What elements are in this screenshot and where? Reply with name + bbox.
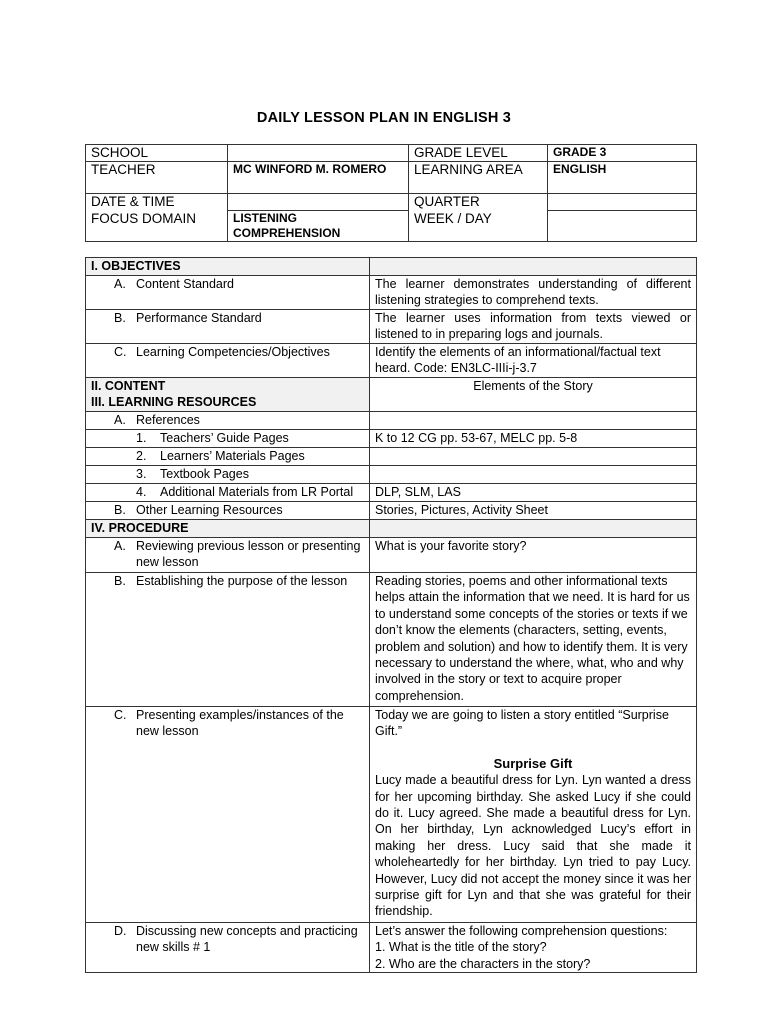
content-standard-label: A. Content Standard [86,276,370,310]
references-label: A. References [86,412,370,430]
additional-materials-label: 4. Additional Materials from LR Portal [86,484,370,502]
reviewing-lesson-label: A. Reviewing previous lesson or presenting new lesson [86,538,370,573]
establishing-purpose-value: Reading stories, poems and other informational texts helps attain the information that we need. It is hard for us to understand some concepts of the stories or texts if we don’t know the elements (characters, setting, events, problem and solution) and how to identify them. It is very necessary to understand the where, what, who and why involved in the story or text to acquire proper comprehension. [370,573,697,707]
presenting-examples-label: C. Presenting examples/instances of the new lesson [86,707,370,923]
procedure-heading: IV. PROCEDURE [86,520,370,538]
focus-domain-value: LISTENING COMPREHENSION [228,211,409,242]
date-time-label: DATE & TIME [86,194,228,211]
content-heading: II. CONTENT [91,379,166,393]
presenting-examples-value [370,707,697,923]
objectives-heading: I. OBJECTIVES [86,258,370,276]
school-label: SCHOOL [86,145,228,162]
procedure-heading-value [370,520,697,538]
story-intro: Today we are going to listen a story entitled “Surprise Gift.” [375,708,669,739]
school-value [228,145,409,162]
learning-competencies-value: Identify the elements of an informational/factual text heard. Code: EN3LC-IIIi-j-3.7 [370,344,697,378]
other-resources-value: Stories, Pictures, Activity Sheet [370,502,697,520]
learners-materials-value [370,448,697,466]
teachers-guide-value: K to 12 CG pp. 53-67, MELC pp. 5-8 [370,430,697,448]
reviewing-lesson-value: What is your favorite story? [370,538,697,573]
teacher-value: MC WINFORD M. ROMERO [228,162,409,194]
lesson-plan-table [85,257,697,973]
performance-standard-value: The learner uses information from texts viewed or listened to in preparing logs and journals. [370,310,697,344]
question-2: 2. Who are the characters in the story? [375,956,591,971]
content-resources-heading [86,378,370,412]
learning-area-label: LEARNING AREA [409,162,548,194]
content-standard-value: The learner demonstrates understanding of different listening strategies to comprehend texts. [370,276,697,310]
teacher-label: TEACHER [86,162,228,194]
discussing-concepts-value [370,923,697,973]
learners-materials-label: 2. Learners’ Materials Pages [86,448,370,466]
objectives-heading-value [370,258,697,276]
learning-competencies-label: C. Learning Competencies/Objectives [86,344,370,378]
learning-area-value: ENGLISH [548,162,697,194]
textbook-pages-value [370,466,697,484]
page-title: DAILY LESSON PLAN IN ENGLISH 3 [256,110,512,126]
references-value [370,412,697,430]
learning-resources-heading: III. LEARNING RESOURCES [91,395,257,410]
date-time-value [228,194,409,211]
establishing-purpose-label: B. Establishing the purpose of the lesson [86,573,370,707]
week-day-label: WEEK / DAY [409,211,548,242]
quarter-label: QUARTER [409,194,548,211]
grade-level-label: GRADE LEVEL [409,145,548,162]
questions-intro: Let’s answer the following comprehension questions: [375,924,668,938]
discussing-concepts-label: D. Discussing new concepts and practicing new skills # 1 [86,923,370,973]
quarter-value [548,194,697,211]
content-value: Elements of the Story [370,378,697,412]
focus-domain-label: FOCUS DOMAIN [86,211,228,242]
question-1: 1. What is the title of the story? [375,940,547,955]
performance-standard-label: B. Performance Standard [86,310,370,344]
header-info-table [85,144,697,242]
other-resources-label: B. Other Learning Resources [86,502,370,520]
textbook-pages-label: 3. Textbook Pages [86,466,370,484]
story-title: Surprise Gift [493,755,573,771]
grade-level-value: GRADE 3 [548,145,697,162]
teachers-guide-label: 1. Teachers’ Guide Pages [86,430,370,448]
story-text: Lucy made a beautiful dress for Lyn. Lyn wanted a dress for her upcoming birthday. She asked Lucy if she could do it. Lucy agreed. She made a beautiful dress for Lyn. On her birthday, Lyn acknowledged Lucy’s effort in making her dress. Lucy said that she made it wholeheartedly for her birthday. Lyn tried to pay Lucy. However, Lucy did not accept the money since it was her surprise gift for Lyn and that she was grateful for their friendship. [375,773,691,919]
additional-materials-value: DLP, SLM, LAS [370,484,697,502]
week-day-value [548,211,697,242]
